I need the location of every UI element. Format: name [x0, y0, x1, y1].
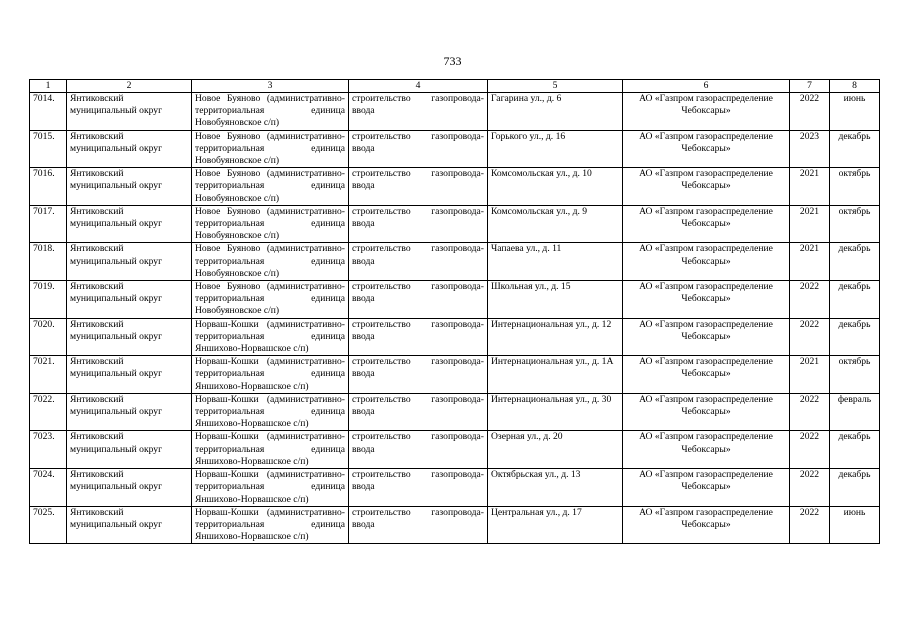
settlement-cell: Новое Буяново (административно-территориальная единица Новобуяновское с/п): [192, 168, 349, 206]
address-cell: Школьная ул., д. 15: [488, 281, 623, 319]
table-row: [30, 93, 880, 131]
gas-pipeline-table: [29, 79, 880, 544]
table-row: [30, 318, 880, 356]
address-cell: Комсомольская ул., д. 10: [488, 168, 623, 206]
work-cell: строительство газопровода-ввода: [349, 506, 488, 544]
column-header: 4: [349, 80, 488, 93]
organization-cell: АО «Газпром газораспределение Чебоксары»: [623, 506, 790, 544]
work-cell: строительство газопровода-ввода: [349, 130, 488, 168]
table-row: [30, 205, 880, 243]
row-number: 7019.: [30, 281, 67, 319]
district-cell: Янтиковский муниципальный округ: [67, 318, 192, 356]
settlement-cell: Новое Буяново (административно-территориальная единица Новобуяновское с/п): [192, 281, 349, 319]
address-cell: Центральная ул., д. 17: [488, 506, 623, 544]
organization-cell: АО «Газпром газораспределение Чебоксары»: [623, 93, 790, 131]
year-cell: 2022: [790, 93, 830, 131]
row-number: 7024.: [30, 469, 67, 507]
year-cell: 2022: [790, 506, 830, 544]
district-cell: Янтиковский муниципальный округ: [67, 243, 192, 281]
month-cell: декабрь: [830, 469, 880, 507]
organization-cell: АО «Газпром газораспределение Чебоксары»: [623, 393, 790, 431]
year-cell: 2022: [790, 431, 830, 469]
month-cell: октябрь: [830, 205, 880, 243]
row-number: 7014.: [30, 93, 67, 131]
row-number: 7016.: [30, 168, 67, 206]
settlement-cell: Новое Буяново (административно-территориальная единица Новобуяновское с/п): [192, 130, 349, 168]
work-cell: строительство газопровода-ввода: [349, 393, 488, 431]
month-cell: декабрь: [830, 318, 880, 356]
year-cell: 2021: [790, 205, 830, 243]
settlement-cell: Новое Буяново (административно-территориальная единица Новобуяновское с/п): [192, 93, 349, 131]
organization-cell: АО «Газпром газораспределение Чебоксары»: [623, 168, 790, 206]
table-row: [30, 356, 880, 394]
work-cell: строительство газопровода-ввода: [349, 168, 488, 206]
district-cell: Янтиковский муниципальный округ: [67, 168, 192, 206]
row-number: 7021.: [30, 356, 67, 394]
district-cell: Янтиковский муниципальный округ: [67, 356, 192, 394]
header-row: [30, 80, 880, 93]
year-cell: 2021: [790, 168, 830, 206]
address-cell: Октябрьская ул., д. 13: [488, 469, 623, 507]
work-cell: строительство газопровода-ввода: [349, 431, 488, 469]
column-header: 5: [488, 80, 623, 93]
settlement-cell: Новое Буяново (административно-территориальная единица Новобуяновское с/п): [192, 243, 349, 281]
address-cell: Чапаева ул., д. 11: [488, 243, 623, 281]
month-cell: декабрь: [830, 431, 880, 469]
year-cell: 2022: [790, 469, 830, 507]
month-cell: февраль: [830, 393, 880, 431]
month-cell: декабрь: [830, 243, 880, 281]
organization-cell: АО «Газпром газораспределение Чебоксары»: [623, 281, 790, 319]
table-row: [30, 243, 880, 281]
organization-cell: АО «Газпром газораспределение Чебоксары»: [623, 356, 790, 394]
table-row: [30, 393, 880, 431]
year-cell: 2022: [790, 281, 830, 319]
table-row: [30, 168, 880, 206]
address-cell: Комсомольская ул., д. 9: [488, 205, 623, 243]
address-cell: Интернациональная ул., д. 1А: [488, 356, 623, 394]
work-cell: строительство газопровода-ввода: [349, 318, 488, 356]
settlement-cell: Норваш-Кошки (административно-территориальная единица Яншихово-Норвашское с/п): [192, 356, 349, 394]
district-cell: Янтиковский муниципальный округ: [67, 431, 192, 469]
district-cell: Янтиковский муниципальный округ: [67, 205, 192, 243]
district-cell: Янтиковский муниципальный округ: [67, 469, 192, 507]
settlement-cell: Новое Буяново (административно-территориальная единица Новобуяновское с/п): [192, 205, 349, 243]
settlement-cell: Норваш-Кошки (административно-территориальная единица Яншихово-Норвашское с/п): [192, 431, 349, 469]
settlement-cell: Норваш-Кошки (административно-территориальная единица Яншихово-Норвашское с/п): [192, 506, 349, 544]
work-cell: строительство газопровода-ввода: [349, 281, 488, 319]
page-number: 733: [443, 54, 462, 68]
month-cell: июнь: [830, 506, 880, 544]
district-cell: Янтиковский муниципальный округ: [67, 281, 192, 319]
column-header: 3: [192, 80, 349, 93]
district-cell: Янтиковский муниципальный округ: [67, 130, 192, 168]
row-number: 7015.: [30, 130, 67, 168]
table-row: [30, 469, 880, 507]
month-cell: декабрь: [830, 281, 880, 319]
district-cell: Янтиковский муниципальный округ: [67, 393, 192, 431]
table-row: [30, 431, 880, 469]
district-cell: Янтиковский муниципальный округ: [67, 506, 192, 544]
column-header: 8: [830, 80, 880, 93]
column-header: 2: [67, 80, 192, 93]
work-cell: строительство газопровода-ввода: [349, 243, 488, 281]
work-cell: строительство газопровода-ввода: [349, 469, 488, 507]
month-cell: октябрь: [830, 168, 880, 206]
row-number: 7020.: [30, 318, 67, 356]
row-number: 7018.: [30, 243, 67, 281]
column-header: 1: [30, 80, 67, 93]
year-cell: 2023: [790, 130, 830, 168]
settlement-cell: Норваш-Кошки (административно-территориальная единица Яншихово-Норвашское с/п): [192, 469, 349, 507]
organization-cell: АО «Газпром газораспределение Чебоксары»: [623, 431, 790, 469]
address-cell: Гагарина ул., д. 6: [488, 93, 623, 131]
address-cell: Горького ул., д. 16: [488, 130, 623, 168]
column-header: 7: [790, 80, 830, 93]
row-number: 7023.: [30, 431, 67, 469]
work-cell: строительство газопровода-ввода: [349, 205, 488, 243]
row-number: 7022.: [30, 393, 67, 431]
table-row: [30, 281, 880, 319]
row-number: 7017.: [30, 205, 67, 243]
organization-cell: АО «Газпром газораспределение Чебоксары»: [623, 318, 790, 356]
work-cell: строительство газопровода-ввода: [349, 356, 488, 394]
month-cell: декабрь: [830, 130, 880, 168]
work-cell: строительство газопровода-ввода: [349, 93, 488, 131]
settlement-cell: Норваш-Кошки (административно-территориальная единица Яншихово-Норвашское с/п): [192, 318, 349, 356]
address-cell: Интернациональная ул., д. 12: [488, 318, 623, 356]
month-cell: июнь: [830, 93, 880, 131]
row-number: 7025.: [30, 506, 67, 544]
table-row: [30, 130, 880, 168]
organization-cell: АО «Газпром газораспределение Чебоксары»: [623, 243, 790, 281]
table-row: [30, 506, 880, 544]
organization-cell: АО «Газпром газораспределение Чебоксары»: [623, 469, 790, 507]
address-cell: Интернациональная ул., д. 30: [488, 393, 623, 431]
year-cell: 2022: [790, 393, 830, 431]
year-cell: 2021: [790, 356, 830, 394]
district-cell: Янтиковский муниципальный округ: [67, 93, 192, 131]
organization-cell: АО «Газпром газораспределение Чебоксары»: [623, 130, 790, 168]
settlement-cell: Норваш-Кошки (административно-территориальная единица Яншихово-Норвашское с/п): [192, 393, 349, 431]
year-cell: 2022: [790, 318, 830, 356]
address-cell: Озерная ул., д. 20: [488, 431, 623, 469]
month-cell: октябрь: [830, 356, 880, 394]
column-header: 6: [623, 80, 790, 93]
organization-cell: АО «Газпром газораспределение Чебоксары»: [623, 205, 790, 243]
year-cell: 2021: [790, 243, 830, 281]
